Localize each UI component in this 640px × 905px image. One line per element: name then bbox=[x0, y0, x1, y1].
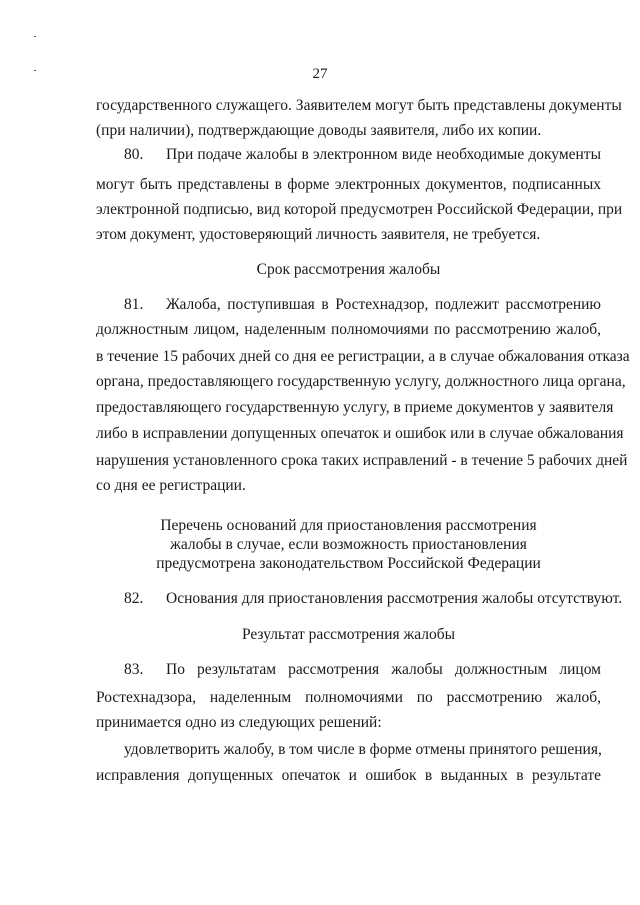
section-heading: Срок рассмотрения жалобы bbox=[256, 261, 441, 278]
text-line: в течение 15 рабочих дней со дня ее регистрации, а в случае обжалования отказа bbox=[96, 348, 630, 365]
text-line: должностным лицом, наделенным полномочиями по рассмотрению жалоб, bbox=[96, 321, 601, 338]
paragraph-81-first-line bbox=[124, 295, 601, 315]
paragraph-80-first-line bbox=[124, 145, 601, 165]
text-line: нарушения установленного срока таких исправлений - в течение 5 рабочих дней bbox=[96, 452, 628, 469]
text-fragment: По результатам рассмотрения жалобы должностным лицом bbox=[166, 661, 601, 678]
section-heading: жалобы в случае, если возможность приостановления bbox=[170, 536, 527, 553]
text-fragment: Основания для приостановления рассмотрения жалобы отсутствуют. bbox=[166, 590, 623, 607]
paragraph-83-first-line bbox=[124, 660, 601, 680]
text-line: удовлетворить жалобу, в том числе в форме отмены принятого решения, bbox=[124, 741, 602, 758]
text-line: (при наличии), подтверждающие доводы заявителя, либо их копии. bbox=[96, 122, 542, 139]
text-line: предоставляющего государственную услугу, в приеме документов у заявителя bbox=[96, 399, 614, 416]
paragraph-number: 82. bbox=[124, 590, 144, 607]
text-line: могут быть представлены в форме электронных документов, подписанных bbox=[96, 176, 601, 193]
paragraph-number: 81. bbox=[124, 296, 144, 313]
paragraph-82-line bbox=[124, 589, 623, 609]
text-line: электронной подписью, вид которой предусмотрен Российской Федерации, при bbox=[96, 201, 623, 218]
text-line: этом документ, удостоверяющий личность заявителя, не требуется. bbox=[96, 226, 541, 243]
page-number: 27 bbox=[312, 66, 328, 82]
section-heading: предусмотрена законодательством Российской Федерации bbox=[156, 555, 541, 572]
paragraph-number: 80. bbox=[124, 146, 144, 163]
text-fragment: Жалоба, поступившая в Ростехнадзор, подлежит рассмотрению bbox=[166, 296, 601, 313]
text-line: либо в исправлении допущенных опечаток и ошибок или в случае обжалования bbox=[96, 425, 624, 442]
text-line: исправления допущенных опечаток и ошибок в выданных в результате bbox=[96, 767, 601, 784]
text-line: Ростехнадзора, наделенным полномочиями по рассмотрению жалоб, bbox=[96, 689, 601, 706]
paragraph-number: 83. bbox=[124, 661, 144, 678]
section-heading: Перечень оснований для приостановления рассмотрения bbox=[160, 517, 537, 534]
text-line: органа, предоставляющего государственную услугу, должностного лица органа, bbox=[96, 373, 626, 390]
text-fragment: При подаче жалобы в электронном виде необходимые документы bbox=[166, 146, 601, 163]
scan-speck bbox=[34, 36, 36, 37]
text-line: принимается одно из следующих решений: bbox=[96, 714, 382, 731]
section-heading: Результат рассмотрения жалобы bbox=[241, 626, 456, 643]
text-line: со дня ее регистрации. bbox=[96, 477, 246, 494]
text-line: государственного служащего. Заявителем могут быть представлены документы bbox=[96, 97, 622, 114]
